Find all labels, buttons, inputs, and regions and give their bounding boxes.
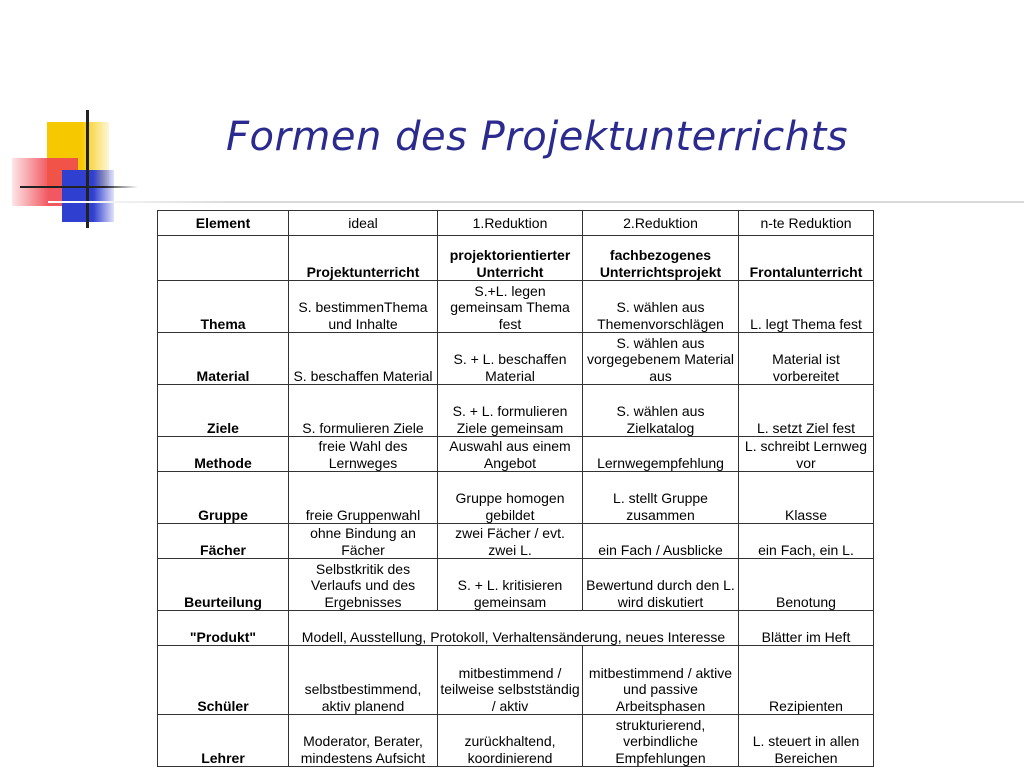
row-label: Schüler [158,646,289,715]
table-cell: Rezipienten [739,646,874,715]
table-cell: ohne Bindung an Fächer [289,524,438,559]
table-cell: strukturierend, verbindliche Empfehlungen [583,715,739,767]
table-cell: S. beschaffen Material [289,333,438,385]
table-row [158,611,874,646]
table-cell: freie Wahl des Lernweges [289,437,438,472]
table-cell: S. + L. formulieren Ziele gemeinsam [438,385,583,437]
table-cell: S. + L. kritisieren gemeinsam [438,559,583,611]
slide-title: Formen des Projektunterrichts [226,114,849,160]
row-label: Fächer [158,524,289,559]
table-cell: Klasse [739,472,874,524]
table-cell: Moderator, Berater, mindestens Aufsicht [289,715,438,767]
table-cell: L. schreibt Lernweg vor [739,437,874,472]
row-label: Lehrer [158,715,289,767]
table-cell: S. wählen aus Zielkatalog [583,385,739,437]
title-underline [48,201,1024,203]
table-cell: selbstbestimmend, aktiv planend [289,646,438,715]
header-cell: Element [158,211,289,236]
row-label: Beurteilung [158,559,289,611]
table-subheader-row [158,236,874,281]
table-merged-cell: Modell, Ausstellung, Protokoll, Verhaltensänderung, neues Interesse [289,611,739,646]
table-cell: freie Gruppenwahl [289,472,438,524]
table-cell: Bewertund durch den L. wird diskutiert [583,559,739,611]
header-cell: n-te Reduktion [739,211,874,236]
table-cell: S.+L. legen gemeinsam Thema fest [438,281,583,333]
table-row [158,715,874,767]
subheader-cell: Projektunterricht [289,236,438,281]
table-header-row [158,211,874,236]
decor-vertical-line [86,110,89,228]
table-cell: zwei Fächer / evt. zwei L. [438,524,583,559]
table-row [158,385,874,437]
header-cell: 2.Reduktion [583,211,739,236]
row-label: Methode [158,437,289,472]
table-cell: S. wählen aus Themenvorschlägen [583,281,739,333]
table-cell: Gruppe homogen gebildet [438,472,583,524]
table-row [158,281,874,333]
row-label: "Produkt" [158,611,289,646]
table-cell: Benotung [739,559,874,611]
row-label: Gruppe [158,472,289,524]
table-cell: Material ist vorbereitet [739,333,874,385]
decor-horizontal-line [20,186,138,188]
table-cell: mitbestimmend / aktive und passive Arbeitsphasen [583,646,739,715]
table-cell: zurückhaltend, koordinierend [438,715,583,767]
table-cell: ein Fach, ein L. [739,524,874,559]
table-cell: L. legt Thema fest [739,281,874,333]
table-row [158,333,874,385]
table-cell: S. formulieren Ziele [289,385,438,437]
table-row [158,437,874,472]
table-cell: ein Fach / Ausblicke [583,524,739,559]
table-cell: Auswahl aus einem Angebot [438,437,583,472]
table-cell: S. wählen aus vorgegebenem Material aus [583,333,739,385]
header-cell: ideal [289,211,438,236]
table-cell: L. setzt Ziel fest [739,385,874,437]
comparison-table [157,210,874,767]
table-cell: Lernwegempfehlung [583,437,739,472]
table-cell: S. bestimmenThema und Inhalte [289,281,438,333]
table-cell: Blätter im Heft [739,611,874,646]
table-row [158,559,874,611]
table-row [158,524,874,559]
subheader-cell: Frontalunterricht [739,236,874,281]
table-cell: Selbstkritik des Verlaufs und des Ergebnisses [289,559,438,611]
subheader-cell: fachbezogenes Unterrichtsprojekt [583,236,739,281]
subheader-cell: projektorientierter Unterricht [438,236,583,281]
row-label: Thema [158,281,289,333]
table-row [158,472,874,524]
row-label: Material [158,333,289,385]
table-cell: L. stellt Gruppe zusammen [583,472,739,524]
header-cell: 1.Reduktion [438,211,583,236]
row-label: Ziele [158,385,289,437]
subheader-cell [158,236,289,281]
table-cell: L. steuert in allen Bereichen [739,715,874,767]
table-row [158,646,874,715]
table-cell: mitbestimmend / teilweise selbstständig / aktiv [438,646,583,715]
table-cell: S. + L. beschaffen Material [438,333,583,385]
